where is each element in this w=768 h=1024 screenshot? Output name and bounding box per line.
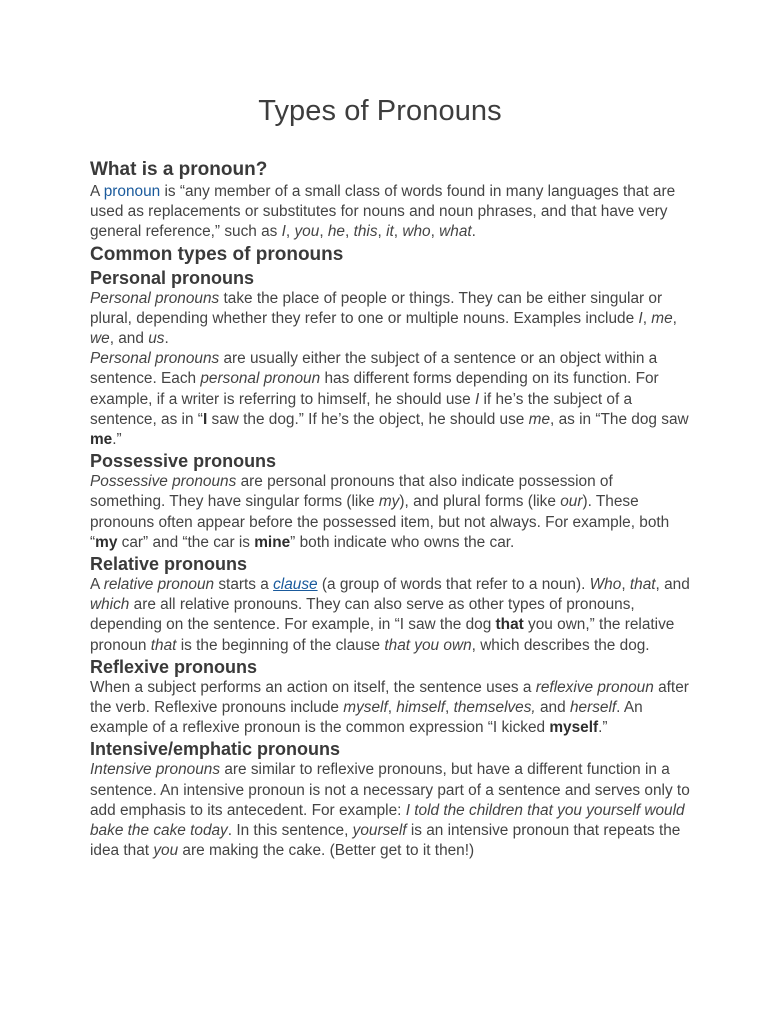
example-word: myself [343, 699, 388, 717]
paragraph-possessive [90, 472, 690, 553]
example-word: Who [589, 576, 622, 594]
text: , [393, 223, 403, 241]
bold-word: mine [254, 533, 291, 551]
text: , and [655, 576, 690, 594]
example-word: who [402, 223, 431, 241]
example-word: me [651, 309, 673, 327]
bold-word: me [90, 431, 113, 449]
term: personal pronoun [200, 370, 321, 388]
text: starts a [214, 576, 274, 594]
text: , [387, 699, 397, 717]
text: (a group of words that refer to a noun). [317, 576, 590, 594]
term: relative pronoun [103, 576, 215, 594]
document-title: Types of Pronouns [258, 95, 502, 127]
text: ” both indicate who owns the car. [290, 533, 515, 551]
text: are making the cake. (Better get to it then!) [178, 842, 475, 860]
heading-possessive-pronouns: Possessive pronouns [90, 451, 277, 472]
paragraph-relative [90, 575, 690, 656]
text: is “any member of a small class of words found in many languages that are used as replacements or substitutes for nouns and noun phrases, and that have very general reference,” such as [90, 183, 676, 241]
document-content [90, 158, 690, 861]
example-word: us [148, 330, 165, 348]
pronoun-link[interactable]: pronoun [103, 183, 161, 200]
example-sentence: I told the children that you yourself would bake the cake today [90, 801, 685, 840]
example-word: I [474, 390, 480, 408]
text: and [535, 699, 570, 717]
text: car” and “the car is [117, 533, 255, 551]
text: after the verb. Reflexive pronouns include [90, 678, 689, 717]
example-word: this [353, 223, 378, 241]
example-word: I [638, 309, 643, 327]
example-word: me [528, 410, 551, 428]
text: , [430, 223, 440, 241]
heading-common-types: Common types of pronouns [90, 243, 344, 265]
example-word: it [386, 223, 394, 241]
example-word: I [281, 223, 286, 241]
text: , [377, 223, 387, 241]
example-word: which [90, 596, 130, 614]
text: A [90, 183, 104, 200]
example-word: yourself [352, 822, 407, 840]
text: is the beginning of the clause [176, 636, 385, 654]
term: reflexive pronoun [535, 678, 654, 696]
example-word: what [439, 223, 472, 241]
text: . In this sentence, [227, 822, 353, 840]
heading-intensive-pronouns: Intensive/emphatic pronouns [90, 739, 341, 760]
bold-word: my [95, 533, 118, 551]
example-word: you [153, 842, 179, 860]
term: Personal pronouns [90, 350, 220, 368]
heading-reflexive-pronouns: Reflexive pronouns [90, 656, 258, 677]
text: .” [598, 719, 608, 737]
text: ), and plural forms (like [399, 493, 561, 511]
bold-word: that [495, 616, 524, 634]
text: are all relative pronouns. They can also serve as other types of pronouns, depending on the sentence. For example, in “I saw the dog [90, 596, 635, 634]
example-word: herself [569, 699, 617, 717]
example-word: that you own [384, 636, 472, 654]
heading-relative-pronouns: Relative pronouns [90, 554, 248, 575]
text: , [445, 699, 454, 717]
text: if he’s the subject of a sentence, as in “ [90, 390, 633, 428]
example-word: he [327, 223, 345, 241]
paragraph-personal-1 [90, 289, 690, 350]
text: , and [109, 330, 149, 348]
heading-what-is-pronoun: What is a pronoun? [90, 159, 268, 180]
clause-link[interactable]: clause [273, 576, 318, 594]
term: Intensive pronouns [90, 761, 221, 779]
example-word: that [629, 576, 656, 594]
text: . [164, 330, 169, 348]
text: .” [112, 431, 122, 449]
example-word: my [378, 493, 400, 511]
text: , [672, 309, 677, 327]
example-word: we [90, 330, 110, 348]
text: When a subject performs an action on itself, the sentence uses a [90, 678, 536, 696]
paragraph-reflexive [90, 678, 690, 739]
text: you own,” the relative pronoun [90, 616, 675, 654]
heading-personal-pronouns: Personal pronouns [90, 267, 255, 288]
example-word: that [150, 636, 177, 654]
example-word: himself [396, 699, 446, 717]
text: are similar to reflexive pronouns, but have a different function in a sentence. An intensive pronoun is not a necessary part of a sentence and serves only to add emphasis to its antecedent. For example: [90, 761, 690, 819]
term: Possessive pronouns [90, 473, 237, 491]
example-word: themselves, [453, 699, 536, 717]
text: , [319, 223, 328, 241]
text: , [285, 223, 295, 241]
text: are usually either the subject of a sentence or an object within a sentence. Each [90, 350, 658, 388]
text: A [90, 576, 104, 594]
text: is an intensive pronoun that repeats the idea that [90, 822, 681, 860]
text: , [621, 576, 630, 594]
paragraph-intensive [90, 760, 690, 861]
text: , as in “The dog saw [550, 410, 689, 428]
text: saw the dog.” If he’s the object, he should use [207, 410, 529, 428]
text: , which describes the dog. [471, 636, 650, 654]
text: are personal pronouns that also indicate possession of something. They have singular forms (like [90, 473, 613, 511]
text: ). These pronouns often appear before the possessed item, but not always. For example, both “ [90, 493, 670, 551]
text: . An example of a reflexive pronoun is the common expression “I kicked [90, 699, 643, 737]
text: take the place of people or things. They can be either singular or plural, depending whether they refer to one or multiple nouns. Examples include [90, 289, 663, 327]
paragraph-definition [90, 182, 690, 243]
example-word: you [294, 223, 320, 241]
bold-word: myself [549, 719, 599, 737]
example-word: our [560, 493, 583, 511]
text: has different forms depending on its function. For example, if a writer is referring to himself, he should use [90, 370, 659, 408]
text: , [642, 309, 652, 327]
text: , [345, 223, 354, 241]
text: . [471, 223, 476, 241]
term: Personal pronouns [90, 289, 220, 307]
bold-word: I [202, 410, 208, 428]
paragraph-personal-2 [90, 349, 690, 450]
